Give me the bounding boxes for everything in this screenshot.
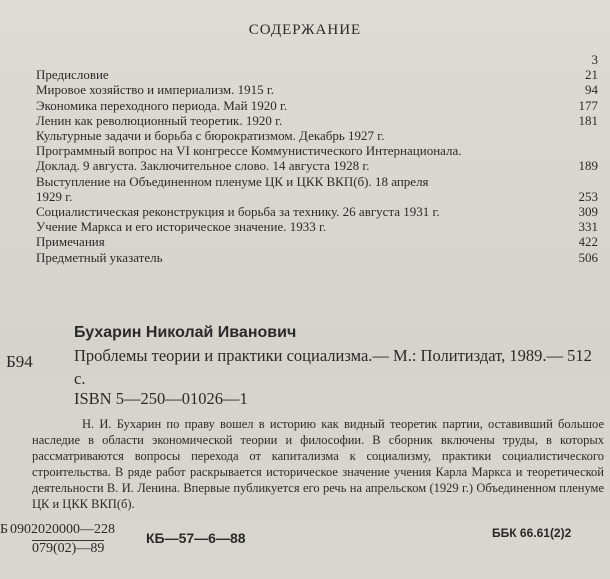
- index-code: КБ—57—6—88: [146, 530, 246, 546]
- index-denominator: 079(02)—89: [32, 541, 105, 556]
- toc-entry: [36, 250, 598, 265]
- author-name: Бухарин Николай Иванович: [74, 324, 297, 341]
- toc-entry-title: Культурные задачи и борьба с бюрократизмом. Декабрь 1927 г.: [36, 128, 385, 143]
- toc-entry-title: Предисловие: [36, 67, 109, 83]
- toc-entry-title: 1929 г.: [36, 188, 73, 204]
- toc-entry-page: 3: [591, 52, 598, 67]
- toc-entry-page: 181: [578, 112, 598, 128]
- toc-entry-title: Мировое хозяйство и империализм. 1915 г.: [36, 82, 275, 98]
- toc-entry-page: 506: [578, 249, 598, 265]
- toc-entry-page: 253: [578, 188, 598, 204]
- toc-entry: [36, 82, 598, 97]
- toc-entry-title: Доклад. 9 августа. Заключительное слово. 14 августа 1928 г.: [36, 158, 370, 174]
- toc-entry-page: 331: [578, 219, 598, 235]
- toc-entry-title: Выступление на Объединенном пленуме ЦК и ЦКК ВКП(б). 18 апреля: [36, 173, 429, 189]
- toc-entry: [36, 113, 598, 128]
- toc-entry: [36, 174, 598, 189]
- toc-entry: [36, 67, 598, 82]
- toc-entry-title: Программный вопрос на VI конгрессе Коммунистического Интернационала.: [36, 143, 462, 159]
- toc-entry-title: Социалистическая реконструкция и борьба за технику. 26 августа 1931 г.: [36, 204, 440, 219]
- catalog-card: [0, 322, 610, 579]
- toc-entry-page: 21: [585, 67, 598, 83]
- index-numerator: 0902020000—228: [10, 522, 115, 537]
- toc-entry-page: 422: [578, 234, 598, 250]
- toc-entry: [36, 158, 598, 173]
- toc-entry-title: Предметный указатель: [36, 249, 163, 265]
- toc-entry: [36, 234, 598, 249]
- toc-entry: [36, 52, 598, 67]
- annotation: Н. И. Бухарин по праву вошел в историю как видный теоретик партии, оставивший большое наследие в области экономической теории и философии. В сборник включены труды, в которых рассматриваются вопросы перехода от капитализма к социализму, практики социалистического строительства. В ряде работ раскрывается историческое значение учения Карла Маркса и теоретической деятельности В. И. Ленина. Впервые публикуется его речь на апрельском (1929 г.) Объединенном пленуме ЦК и ЦКК ВКП(б).: [32, 417, 604, 511]
- toc-entry: [36, 204, 598, 219]
- toc-entry-page: 189: [578, 158, 598, 174]
- index-mark: Б: [0, 522, 9, 537]
- bibliographic-description: Проблемы теории и практики социализма.— М.: Политиздат, 1989.— 512 с.: [74, 346, 592, 388]
- toc-entry-page: 177: [578, 97, 598, 113]
- toc-entry-title: Примечания: [36, 234, 105, 250]
- catalog-code: Б94: [6, 352, 33, 371]
- toc-entry: [36, 219, 598, 234]
- toc-entry-title: Ленин как революционный теоретик. 1920 г.: [36, 112, 283, 128]
- toc-entry-title: Экономика переходного периода. Май 1920 г.: [36, 97, 288, 113]
- toc-entry-page: 94: [585, 82, 598, 98]
- toc-entry: [36, 98, 598, 113]
- toc-entry: [36, 189, 598, 204]
- bbk-code: ББК 66.61(2)2: [492, 526, 572, 540]
- toc-entry-title: Учение Маркса и его историческое значение. 1933 г.: [36, 219, 327, 235]
- toc-entry: [36, 143, 598, 158]
- toc-title: СОДЕРЖАНИЕ: [248, 22, 362, 38]
- isbn: ISBN 5—250—01026—1: [74, 389, 248, 408]
- toc-entry-page: 309: [578, 204, 598, 219]
- toc-entry: [36, 128, 598, 143]
